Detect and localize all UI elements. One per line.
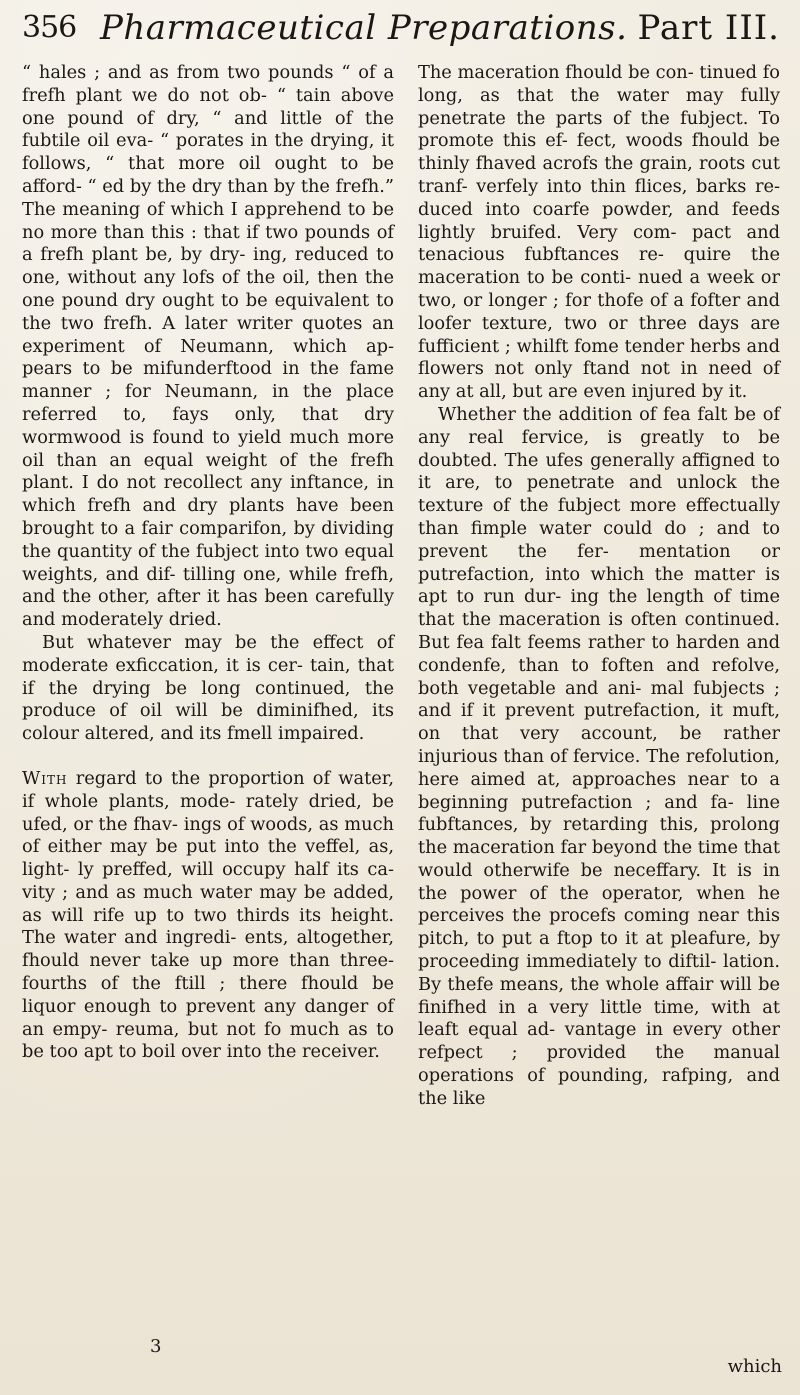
page-header	[22, 8, 780, 60]
left-paragraph-2: But whatever may be the effect of moderate exficcation, it is cer- tain, that if the drying be long continued, the produce of oil will be diminifhed, its colour altered, and its fmell impaired.	[22, 631, 394, 745]
catchword: which	[727, 1356, 782, 1377]
part-label: Part III.	[637, 8, 780, 48]
running-title: Pharmaceutical Preparations.	[100, 8, 628, 48]
signature-mark: 3	[150, 1336, 162, 1357]
paragraph-lead-word: With	[22, 767, 68, 789]
left-paragraph-3-text: regard to the proportion of water, if whole plants, mode- rately dried, be ufed, or the fhav- ings of woods, as much of either may be put into the veffel, as, light- ly preffed, will occupy half its ca- vity ; and as much water may be added, as will rife up to two thirds its height. The water and ingredi- ents, altogether, fhould never take up more than three-fourths of the ftill ; there fhould be liquor enough to prevent any danger of an empy- reuma, but not fo much as to be too apt to boil over into the receiver.	[22, 767, 394, 1063]
right-paragraph-1: The maceration fhould be con- tinued fo long, as that the water may fully penetrate the parts of the fubject. To promote this ef- fect, woods fhould be thinly fhaved acrofs the grain, roots cut tranf- verfely into thin flices, barks re- duced into coarfe powder, and feeds lightly bruifed. Very com- pact and tenacious fubftances re- quire the maceration to be conti- nued a week or two, or longer ; for thofe of a fofter and loofer texture, two or three days are fufficient ; whilft fome tender herbs and flowers not only ftand not in need of any at all, but are even injured by it.	[418, 62, 780, 403]
left-paragraph-3	[22, 768, 394, 1064]
left-column	[22, 62, 394, 1064]
right-paragraph-2: Whether the addition of fea falt be of any real fervice, is greatly to be doubted. The ufes generally affigned to it are, to penetrate and unlock the texture of the fubject more effectually than fimple water could do ; and to prevent the fer- mentation or putrefaction, into which the matter is apt to run dur- ing the length of time that the maceration is often continued. But fea falt feems rather to harden and condenfe, than to foften and refolve, both vegetable and ani- mal fubjects ; and if it prevent putrefaction, it muft, on that very account, be rather injurious than of fervice. The refolution, here aimed at, approaches near to a beginning putrefaction ; and fa- line fubftances, by retarding this, prolong the maceration far beyond the time that would otherwife be neceffary. It is in the power of the operator, when he perceives the procefs coming near this pitch, to put a ftop to it at pleafure, by proceeding immediately to diftil- lation. By thefe means, the whole affair will be finifhed in a very little time, with at leaft equal ad- vantage in every other refpect ; provided the manual operations of pounding, rafping, and the like	[418, 403, 780, 1109]
page-number: 356	[22, 10, 77, 45]
right-column	[418, 62, 780, 1111]
left-paragraph-1: “ hales ; and as from two pounds “ of a frefh plant we do not ob- “ tain above one pound of dry, “ and little of the fubtile oil eva- “ porates in the drying, it follows, “ that more oil ought to be afford- “ ed by the dry than by the frefh.” The meaning of which I apprehend to be no more than this : that if two pounds of a frefh plant be, by dry- ing, reduced to one, without any lofs of the oil, then the one pound dry ought to be equivalent to the two frefh. A later writer quotes an experiment of Neumann, which ap- pears to be mifunderftood in the fame manner ; for Neumann, in the place referred to, fays only, that dry wormwood is found to yield much more oil than an equal weight of the frefh plant. I do not recollect any inftance, in which frefh and dry plants have been brought to a fair comparifon, by dividing the quantity of the fubject into two equal weights, and dif- tilling one, while frefh, and the other, after it has been carefully and moderately dried.	[22, 62, 394, 631]
paragraph-gap	[22, 746, 394, 768]
